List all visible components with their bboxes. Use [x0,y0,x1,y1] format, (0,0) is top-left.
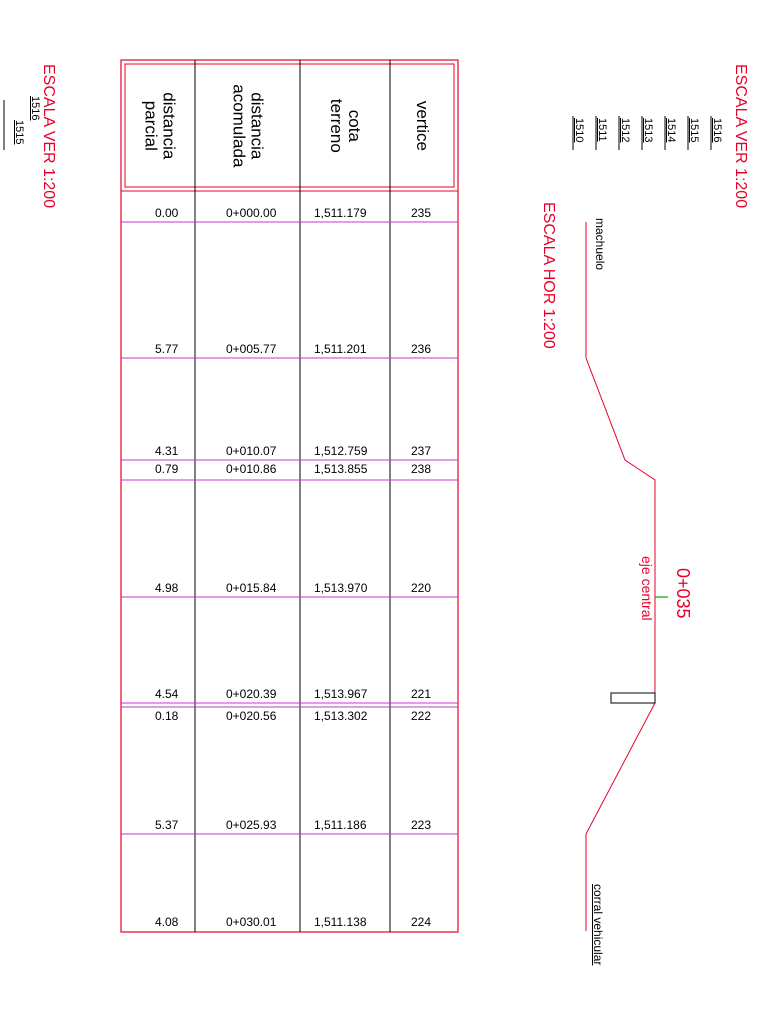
cell-cota: 1,513.302 [314,709,368,723]
cell-vertice: 235 [411,206,432,220]
cell-parcial: 0.79 [155,462,179,476]
cell-vertice: 224 [411,915,432,929]
machuelo-label: machuelo [593,218,607,271]
left-scale-tick: 1516 [29,96,41,121]
header-distancia-parcial: distancia parcial [141,91,179,160]
right-scale-tick: 1513 [642,118,654,143]
cell-parcial: 0.18 [155,709,179,723]
left-scale-label: ESCALA VER 1:200 [40,64,57,209]
station-label: 0+035 [673,568,693,619]
cell-parcial: 4.08 [155,915,179,929]
cell-vertice: 238 [411,462,432,476]
curb-block [611,693,655,703]
right-scale-tick: 1510 [573,118,585,143]
header-vertice: vertice [412,100,432,151]
right-scale-label: ESCALA VER 1:200 [732,64,749,209]
axis-label: eje central [639,556,655,621]
cell-cota: 1,511.179 [314,206,367,220]
cell-acumulada: 0+020.39 [226,687,277,701]
cell-acumulada: 0+030.01 [226,915,277,929]
cell-acumulada: 0+005.77 [226,342,277,356]
cell-cota: 1,511.138 [314,915,367,929]
header-distancia-acumulada: distancia acomulada [229,83,267,168]
cell-cota: 1,511.201 [314,342,367,356]
cell-cota: 1,513.855 [314,462,368,476]
cell-vertice: 220 [411,581,432,595]
header-cota-terreno: cota terreno [327,98,364,153]
cell-cota: 1,511.186 [314,818,367,832]
cell-vertice: 237 [411,444,432,458]
cell-parcial: 0.00 [155,206,179,220]
cell-cota: 1,512.759 [314,444,368,458]
cell-vertice: 223 [411,818,432,832]
right-scale-tick: 1516 [711,118,723,143]
right-scale-tick: 1511 [596,118,608,142]
cell-acumulada: 0+010.07 [226,444,277,458]
cell-vertice: 236 [411,342,432,356]
cell-parcial: 4.98 [155,581,179,595]
cell-acumulada: 0+010.86 [226,462,277,476]
cell-acumulada: 0+020.56 [226,709,277,723]
cell-acumulada: 0+025.93 [226,818,277,832]
cell-parcial: 4.54 [155,687,179,701]
right-scale-tick: 1512 [619,118,631,143]
cell-parcial: 5.37 [155,818,179,832]
left-scale-tick: 1515 [13,120,25,145]
cell-parcial: 4.31 [155,444,179,458]
right-scale-tick: 1515 [688,118,700,143]
cell-vertice: 222 [411,709,432,723]
row-separators [121,222,458,834]
right-scale-tick: 1514 [665,118,677,143]
hor-scale-label: ESCALA HOR 1:200 [540,202,557,349]
cell-acumulada: 0+015.84 [226,581,277,595]
corral-vehicular-label: corral vehicular [591,884,605,966]
cell-acumulada: 0+000.00 [226,206,277,220]
cell-vertice: 221 [411,687,432,701]
cell-parcial: 5.77 [155,342,179,356]
cell-cota: 1,513.967 [314,687,368,701]
cell-cota: 1,513.970 [314,581,368,595]
